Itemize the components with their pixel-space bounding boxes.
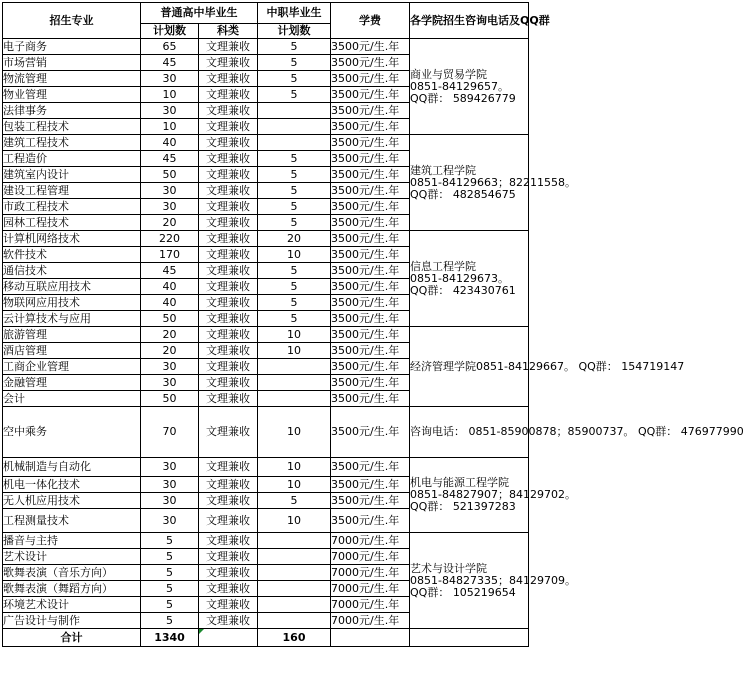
fee-cell: 3500元/生.年 [331, 477, 410, 493]
kind-cell: 文理兼收 [199, 119, 258, 135]
fee-cell: 3500元/生.年 [331, 458, 410, 477]
college-qq: 154719147 [621, 359, 685, 373]
vs-plan-cell: 5 [258, 39, 331, 55]
major-cell: 歌舞表演（舞蹈方向） [3, 581, 141, 597]
hs-plan-cell: 20 [141, 327, 199, 343]
major-cell: 物业管理 [3, 87, 141, 103]
fee-cell: 3500元/生.年 [331, 343, 410, 359]
kind-cell: 文理兼收 [199, 549, 258, 565]
major-cell: 市场营销 [3, 55, 141, 71]
kind-cell: 文理兼收 [199, 509, 258, 533]
major-cell: 播音与主持 [3, 533, 141, 549]
vs-plan-cell: 10 [258, 247, 331, 263]
fee-cell: 3500元/生.年 [331, 375, 410, 391]
fee-cell: 3500元/生.年 [331, 183, 410, 199]
vs-plan-cell: 10 [258, 458, 331, 477]
college-name: 机电与能源工程学院 [410, 476, 509, 489]
college-phone: 0851-84129663；82211558。 [410, 175, 576, 189]
hs-plan-cell: 70 [141, 407, 199, 458]
college-name: 建筑工程学院 [410, 163, 476, 177]
hs-plan-cell: 30 [141, 199, 199, 215]
major-cell: 软件技术 [3, 247, 141, 263]
major-cell: 艺术设计 [3, 549, 141, 565]
vs-plan-cell: 10 [258, 327, 331, 343]
enrollment-table [2, 2, 744, 647]
hs-plan-cell: 5 [141, 533, 199, 549]
fee-cell: 3500元/生.年 [331, 119, 410, 135]
college-phone: 0851-84827335；84129709。 [410, 573, 576, 587]
major-cell: 环境艺术设计 [3, 597, 141, 613]
vs-plan-cell: 5 [258, 151, 331, 167]
vs-plan-cell: 10 [258, 509, 331, 533]
hs-plan-cell: 30 [141, 458, 199, 477]
major-cell: 金融管理 [3, 375, 141, 391]
major-cell: 物联网应用技术 [3, 295, 141, 311]
vs-plan-cell [258, 565, 331, 581]
header-hs-group: 普通高中毕业生 [141, 3, 258, 24]
fee-cell: 3500元/生.年 [331, 509, 410, 533]
kind-cell: 文理兼收 [199, 458, 258, 477]
kind-cell: 文理兼收 [199, 613, 258, 629]
college-name: 经济管理学院0851-84129667。 [410, 359, 575, 373]
total-kind-cell [199, 629, 258, 647]
major-cell: 云计算技术与应用 [3, 311, 141, 327]
fee-cell: 3500元/生.年 [331, 391, 410, 407]
contact-commerce [410, 39, 529, 135]
kind-cell: 文理兼收 [199, 391, 258, 407]
college-qq: QQ群： 105219654 [410, 585, 516, 599]
total-label: 合计 [3, 629, 141, 647]
hs-plan-cell: 5 [141, 581, 199, 597]
hs-plan-cell: 30 [141, 493, 199, 509]
kind-cell: 文理兼收 [199, 215, 258, 231]
fee-cell: 3500元/生.年 [331, 87, 410, 103]
kind-cell: 文理兼收 [199, 135, 258, 151]
hs-plan-cell: 5 [141, 565, 199, 581]
hs-plan-cell: 30 [141, 509, 199, 533]
college-phone: 0851-84129673。 [410, 271, 509, 285]
fee-cell: 7000元/生.年 [331, 613, 410, 629]
kind-cell: 文理兼收 [199, 327, 258, 343]
vs-plan-cell: 5 [258, 55, 331, 71]
fee-cell: 3500元/生.年 [331, 263, 410, 279]
kind-cell: 文理兼收 [199, 597, 258, 613]
contact-construction [410, 135, 576, 231]
major-cell: 电子商务 [3, 39, 141, 55]
college-qq: QQ群： 521397283 [410, 500, 516, 513]
kind-cell: 文理兼收 [199, 477, 258, 493]
vs-plan-cell: 5 [258, 295, 331, 311]
hs-plan-cell: 45 [141, 55, 199, 71]
hs-plan-cell: 20 [141, 343, 199, 359]
hs-plan-cell: 30 [141, 375, 199, 391]
college-qq: QQ群： 589426779 [410, 91, 516, 105]
kind-cell: 文理兼收 [199, 167, 258, 183]
vs-plan-cell: 5 [258, 183, 331, 199]
major-cell: 包装工程技术 [3, 119, 141, 135]
hs-plan-cell: 30 [141, 477, 199, 493]
header-hs-plan: 计划数 [141, 24, 199, 39]
fee-cell: 3500元/生.年 [331, 311, 410, 327]
kind-cell: 文理兼收 [199, 375, 258, 391]
hs-plan-cell: 10 [141, 87, 199, 103]
kind-cell: 文理兼收 [199, 151, 258, 167]
college-qq: QQ群： 423430761 [410, 283, 516, 297]
hs-plan-cell: 30 [141, 359, 199, 375]
vs-plan-cell: 5 [258, 71, 331, 87]
fee-cell: 3500元/生.年 [331, 55, 410, 71]
hs-plan-cell: 5 [141, 597, 199, 613]
hs-plan-cell: 20 [141, 215, 199, 231]
vs-plan-cell: 10 [258, 343, 331, 359]
header-vs-plan: 计划数 [258, 24, 331, 39]
fee-cell: 3500元/生.年 [331, 103, 410, 119]
major-cell: 工商企业管理 [3, 359, 141, 375]
vs-plan-cell [258, 135, 331, 151]
kind-cell: 文理兼收 [199, 103, 258, 119]
vs-plan-cell: 5 [258, 87, 331, 103]
kind-cell: 文理兼收 [199, 359, 258, 375]
kind-cell: 文理兼收 [199, 247, 258, 263]
header-fee: 学费 [331, 3, 410, 39]
major-cell: 建筑室内设计 [3, 167, 141, 183]
fee-cell: 3500元/生.年 [331, 215, 410, 231]
hs-plan-cell: 5 [141, 549, 199, 565]
hs-plan-cell: 50 [141, 391, 199, 407]
major-cell: 计算机网络技术 [3, 231, 141, 247]
fee-cell: 3500元/生.年 [331, 295, 410, 311]
major-cell: 工程造价 [3, 151, 141, 167]
vs-plan-cell [258, 359, 331, 375]
header-hs-kind: 科类 [199, 24, 258, 39]
contact-information [410, 231, 529, 327]
fee-cell: 3500元/生.年 [331, 167, 410, 183]
kind-cell: 文理兼收 [199, 295, 258, 311]
major-cell: 移动互联应用技术 [3, 279, 141, 295]
hs-plan-cell: 45 [141, 263, 199, 279]
hs-plan-cell: 65 [141, 39, 199, 55]
kind-cell: 文理兼收 [199, 407, 258, 458]
major-cell: 酒店管理 [3, 343, 141, 359]
major-cell: 园林工程技术 [3, 215, 141, 231]
fee-cell: 3500元/生.年 [331, 135, 410, 151]
kind-cell: 文理兼收 [199, 55, 258, 71]
major-cell: 机械制造与自动化 [3, 458, 141, 477]
vs-plan-cell [258, 581, 331, 597]
kind-cell: 文理兼收 [199, 87, 258, 103]
hs-plan-cell: 10 [141, 119, 199, 135]
kind-cell: 文理兼收 [199, 71, 258, 87]
hs-plan-cell: 30 [141, 183, 199, 199]
fee-cell: 3500元/生.年 [331, 199, 410, 215]
fee-cell: 7000元/生.年 [331, 549, 410, 565]
vs-plan-cell [258, 391, 331, 407]
fee-cell: 7000元/生.年 [331, 597, 410, 613]
major-cell: 工程测量技术 [3, 509, 141, 533]
fee-cell: 7000元/生.年 [331, 565, 410, 581]
total-contact-cell [410, 629, 529, 647]
header-contact: 各学院招生咨询电话及QQ群 [410, 3, 529, 39]
hs-plan-cell: 40 [141, 135, 199, 151]
kind-cell: 文理兼收 [199, 183, 258, 199]
vs-plan-cell [258, 533, 331, 549]
vs-plan-cell [258, 375, 331, 391]
vs-plan-cell: 5 [258, 263, 331, 279]
hs-plan-cell: 30 [141, 103, 199, 119]
hs-plan-cell: 40 [141, 279, 199, 295]
major-cell: 歌舞表演（音乐方向） [3, 565, 141, 581]
kind-cell: 文理兼收 [199, 311, 258, 327]
fee-cell: 3500元/生.年 [331, 359, 410, 375]
hs-plan-cell: 30 [141, 71, 199, 87]
vs-plan-cell: 10 [258, 477, 331, 493]
major-cell: 广告设计与制作 [3, 613, 141, 629]
contact-economics [410, 327, 685, 407]
vs-plan-cell: 5 [258, 311, 331, 327]
total-fee-cell [331, 629, 410, 647]
hs-plan-cell: 5 [141, 613, 199, 629]
fee-cell: 7000元/生.年 [331, 533, 410, 549]
vs-plan-cell: 10 [258, 407, 331, 458]
fee-cell: 3500元/生.年 [331, 493, 410, 509]
fee-cell: 3500元/生.年 [331, 327, 410, 343]
major-cell: 物流管理 [3, 71, 141, 87]
kind-cell: 文理兼收 [199, 199, 258, 215]
college-phone: 0851-84827907；84129702。 [410, 488, 576, 501]
hs-plan-cell: 50 [141, 311, 199, 327]
fee-cell: 3500元/生.年 [331, 247, 410, 263]
major-cell: 空中乘务 [3, 407, 141, 458]
vs-plan-cell: 5 [258, 167, 331, 183]
header-major: 招生专业 [3, 3, 141, 39]
major-cell: 通信技术 [3, 263, 141, 279]
fee-cell: 3500元/生.年 [331, 231, 410, 247]
kind-cell: 文理兼收 [199, 231, 258, 247]
vs-plan-cell: 5 [258, 215, 331, 231]
vs-plan-cell: 5 [258, 493, 331, 509]
hs-plan-cell: 40 [141, 295, 199, 311]
fee-cell: 3500元/生.年 [331, 71, 410, 87]
kind-cell: 文理兼收 [199, 343, 258, 359]
college-phone: QQ群： [578, 359, 618, 373]
college-name: 咨询电话： 0851-85900878；85900737。 [410, 425, 635, 438]
kind-cell: 文理兼收 [199, 565, 258, 581]
major-cell: 机电一体化技术 [3, 477, 141, 493]
major-cell: 建筑工程技术 [3, 135, 141, 151]
contact-aviation [410, 407, 744, 458]
major-cell: 无人机应用技术 [3, 493, 141, 509]
fee-cell: 3500元/生.年 [331, 407, 410, 458]
vs-plan-cell [258, 613, 331, 629]
header-vs-group: 中职毕业生 [258, 3, 331, 24]
kind-cell: 文理兼收 [199, 263, 258, 279]
major-cell: 法律事务 [3, 103, 141, 119]
kind-cell: 文理兼收 [199, 39, 258, 55]
kind-cell: 文理兼收 [199, 493, 258, 509]
hs-plan-cell: 45 [141, 151, 199, 167]
vs-plan-cell: 5 [258, 199, 331, 215]
college-name: 艺术与设计学院 [410, 561, 487, 575]
college-name: 信息工程学院 [410, 259, 476, 273]
major-cell: 旅游管理 [3, 327, 141, 343]
fee-cell: 7000元/生.年 [331, 581, 410, 597]
college-qq: QQ群： 482854675 [410, 187, 516, 201]
fee-cell: 3500元/生.年 [331, 279, 410, 295]
kind-cell: 文理兼收 [199, 279, 258, 295]
hs-plan-cell: 170 [141, 247, 199, 263]
vs-plan-cell [258, 597, 331, 613]
college-qq: QQ群： 476977990 [637, 425, 744, 438]
vs-plan-cell [258, 549, 331, 565]
college-name: 商业与贸易学院 [410, 67, 487, 81]
kind-cell: 文理兼收 [199, 581, 258, 597]
total-vs-plan: 160 [258, 629, 331, 647]
major-cell: 建设工程管理 [3, 183, 141, 199]
college-phone: 0851-84129657。 [410, 79, 509, 93]
vs-plan-cell: 20 [258, 231, 331, 247]
contact-mechatronics [410, 458, 576, 533]
kind-cell: 文理兼收 [199, 533, 258, 549]
major-cell: 市政工程技术 [3, 199, 141, 215]
vs-plan-cell [258, 119, 331, 135]
contact-arts [410, 533, 576, 629]
fee-cell: 3500元/生.年 [331, 151, 410, 167]
major-cell: 会计 [3, 391, 141, 407]
vs-plan-cell: 5 [258, 279, 331, 295]
hs-plan-cell: 220 [141, 231, 199, 247]
fee-cell: 3500元/生.年 [331, 39, 410, 55]
hs-plan-cell: 50 [141, 167, 199, 183]
vs-plan-cell [258, 103, 331, 119]
total-hs-plan: 1340 [141, 629, 199, 647]
